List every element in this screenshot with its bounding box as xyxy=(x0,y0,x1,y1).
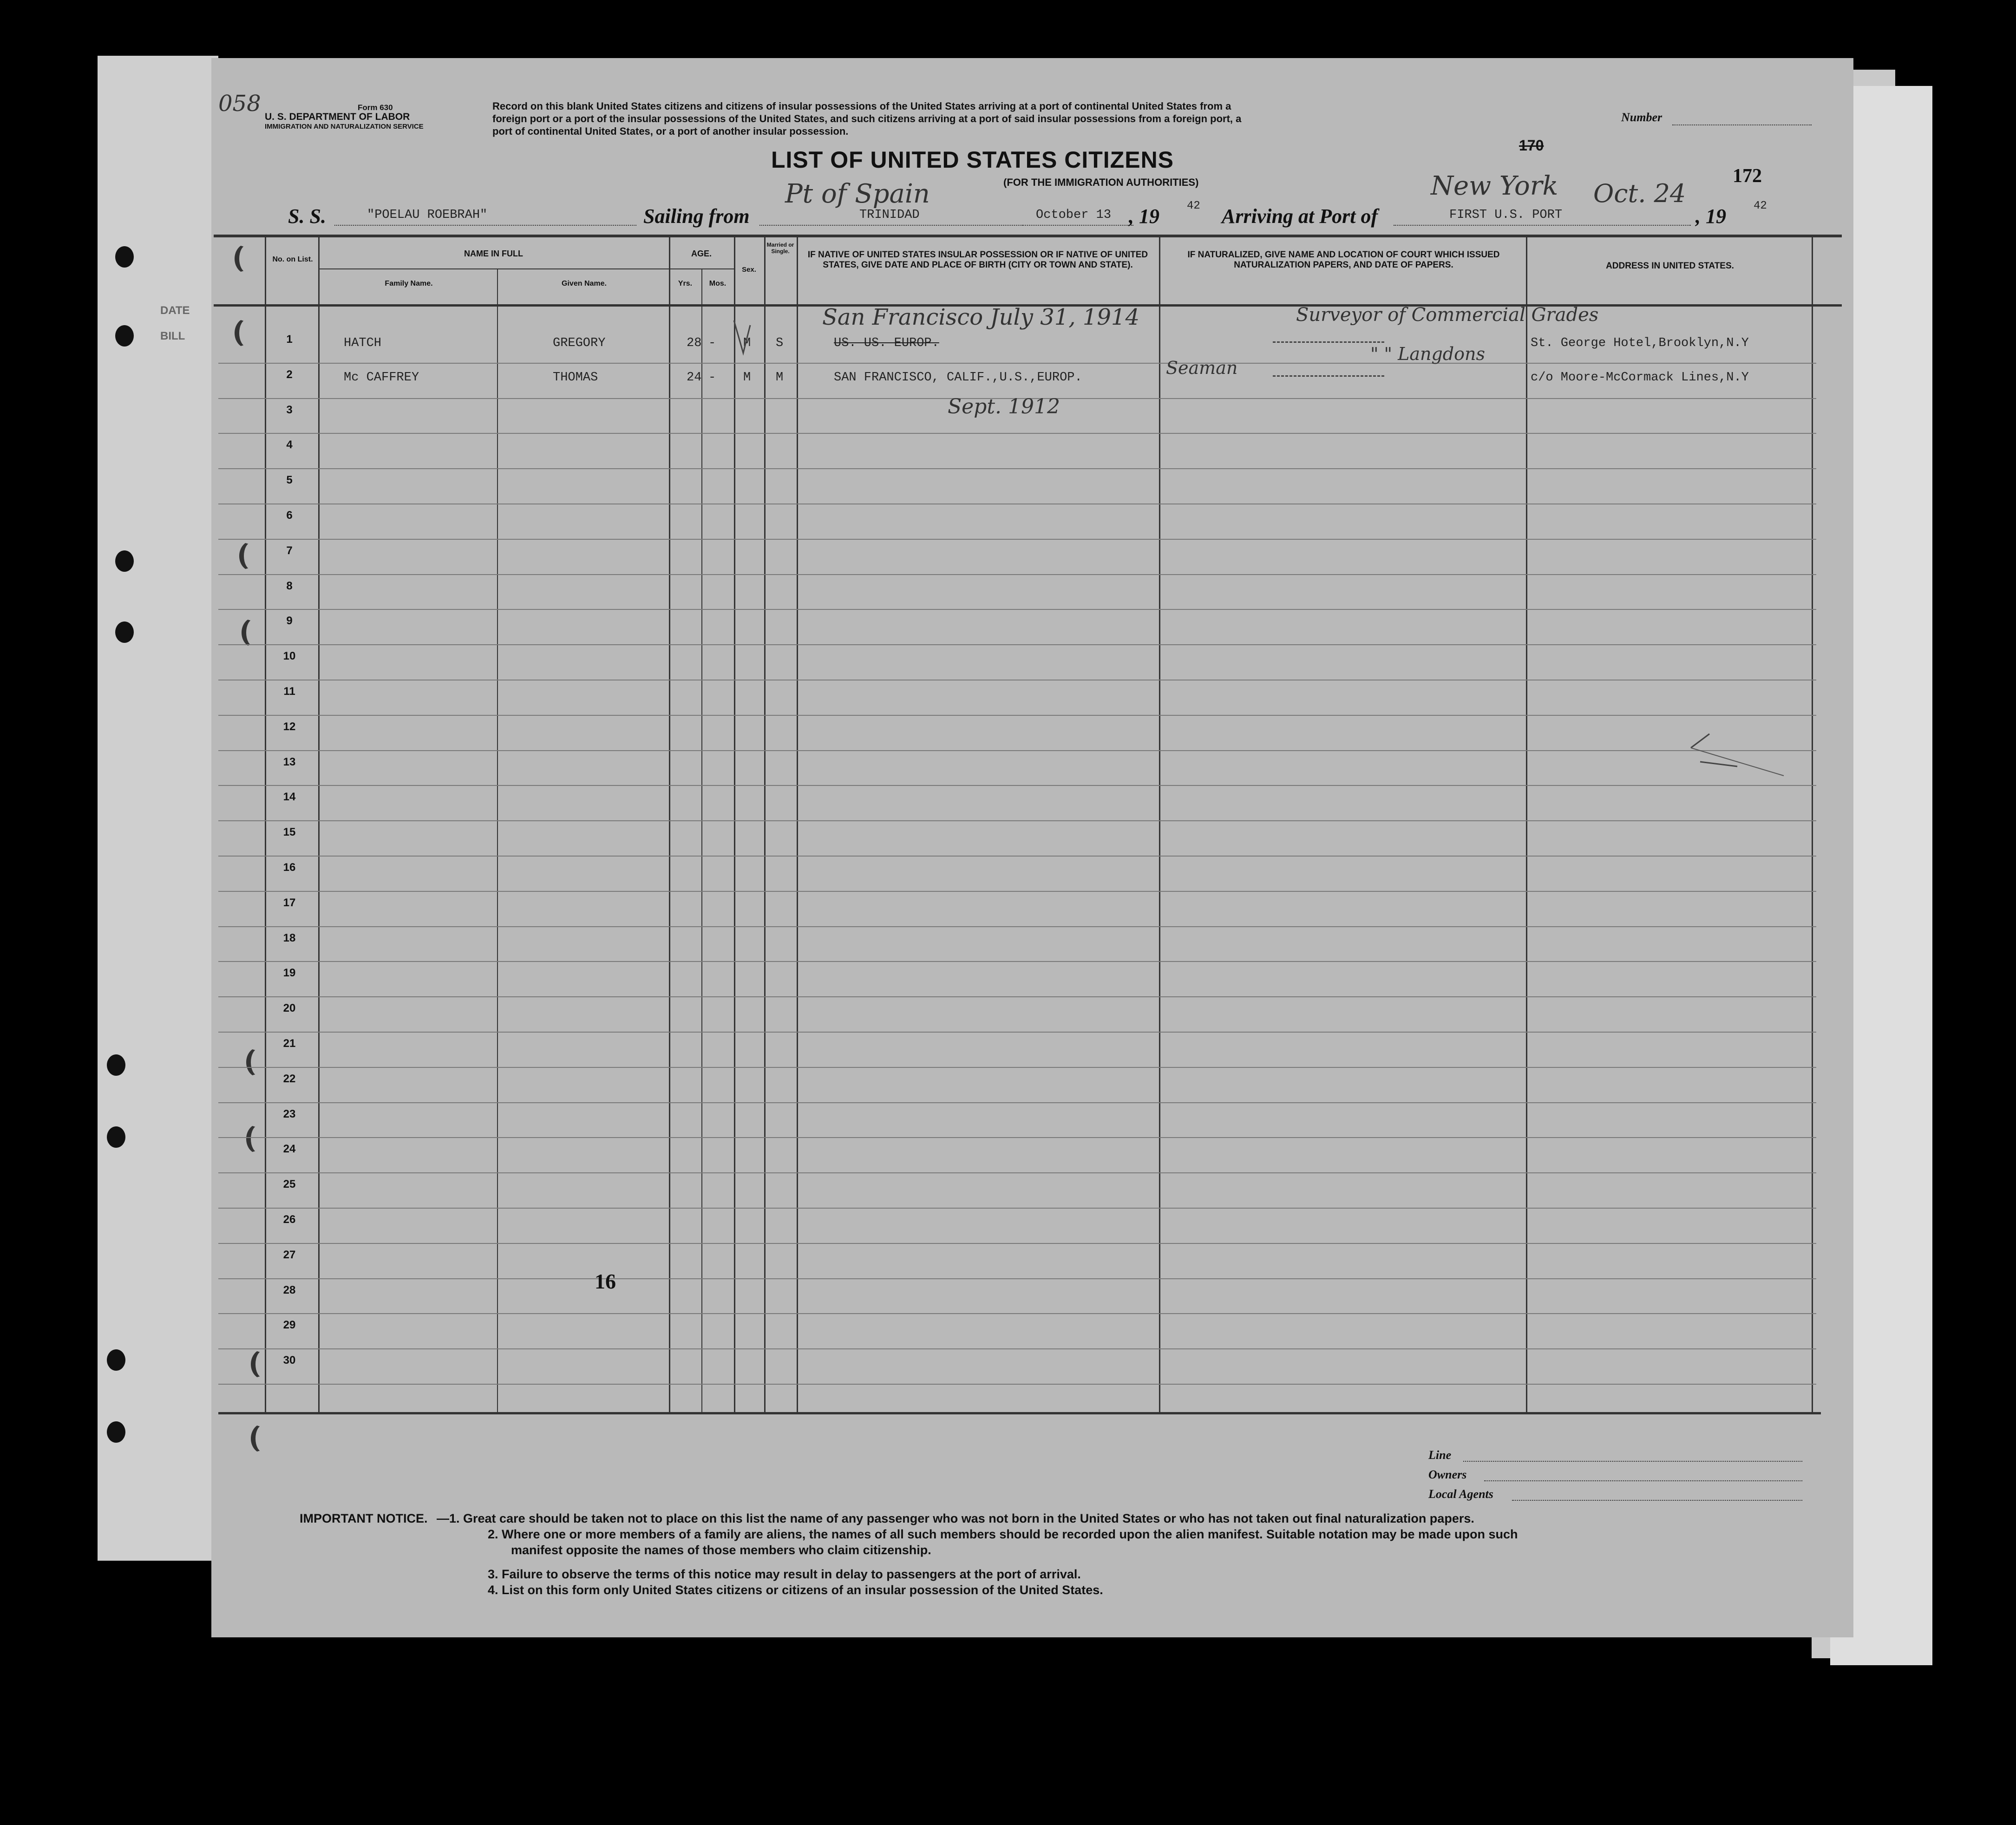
entry-1-native: US. US. EUROP. xyxy=(834,336,939,350)
entry-2-address: c/o Moore-McCormack Lines,N.Y xyxy=(1531,371,1749,385)
punch-hole xyxy=(115,621,134,643)
row-number: 30 xyxy=(283,1354,296,1367)
entry-1-given: GREGORY xyxy=(553,336,606,350)
department-name: U. S. DEPARTMENT OF LABOR xyxy=(265,111,410,122)
punch-hole xyxy=(107,1126,125,1148)
notice-2: 2. Where one or more members of a family are aliens, the names of all such members should be recorded upon the alien manifest. Suitable notation may be made upon such xyxy=(488,1527,1518,1541)
entry-1-native-handwritten: San Francisco July 31, 1914 xyxy=(822,304,1139,330)
agents-label: Local Agents xyxy=(1428,1487,1493,1501)
row-number: 11 xyxy=(283,685,295,698)
owners-label: Owners xyxy=(1428,1468,1467,1481)
entry-1-mos: - xyxy=(708,336,716,350)
entry-1-family: HATCH xyxy=(344,336,382,350)
row-line xyxy=(218,1313,1816,1314)
sailing-label: Sailing from xyxy=(643,205,750,228)
punch-mark xyxy=(239,541,263,571)
row-number: 18 xyxy=(283,931,296,944)
column-header-family: Family Name. xyxy=(385,280,433,288)
sailing-port: TRINIDAD xyxy=(859,208,920,222)
entry-1-married: S xyxy=(776,336,784,350)
row-number: 13 xyxy=(283,755,296,768)
arriving-line xyxy=(1394,225,1691,226)
row-number: 12 xyxy=(283,720,296,733)
row-line xyxy=(218,1243,1816,1244)
entry-2-native-handwritten: Sept. 1912 xyxy=(948,395,1060,419)
pencil-marks xyxy=(725,297,1839,1226)
column-header-age: AGE. xyxy=(691,249,712,258)
row-number: 26 xyxy=(283,1213,296,1226)
row-number: 1 xyxy=(286,333,293,346)
column-header-address: ADDRESS IN UNITED STATES. xyxy=(1606,261,1734,271)
row-number: 16 xyxy=(283,861,296,874)
column-header-sex: Sex. xyxy=(742,266,756,274)
name-subheader-line xyxy=(497,268,669,269)
row-line xyxy=(218,1348,1816,1349)
instruction-line: Record on this blank United States citizens and citizens of insular possessions of the United States arriving at a port of continental United States from a xyxy=(492,100,1231,112)
notice-1: —1. Great care should be taken not to place on this list the name of any passenger who was not born in the United States or who has not taken out final naturalization papers. xyxy=(437,1511,1474,1525)
row-number: 2 xyxy=(286,368,293,381)
punch-hole xyxy=(115,246,134,268)
row-number: 4 xyxy=(286,438,293,451)
service-name: IMMIGRATION AND NATURALIZATION SERVICE xyxy=(265,123,424,131)
punch-mark xyxy=(251,1349,275,1379)
punch-mark xyxy=(242,618,266,648)
owners-field xyxy=(1484,1480,1802,1481)
background-sheet-left xyxy=(98,56,218,1561)
column-header-mos: Mos. xyxy=(709,280,727,288)
column-header-native: IF NATIVE OF UNITED STATES INSULAR POSSESSION OR IF NATIVE OF UNITED STATES, GIVE DATE AND PLACE OF BIRTH (CITY OR TOWN AND STATE). xyxy=(807,250,1148,270)
row-number: 22 xyxy=(283,1072,296,1085)
entry-1-naturalized-handwritten: Surveyor of Commercial Grades xyxy=(1296,304,1599,326)
row-number: 7 xyxy=(286,544,293,557)
page-title: LIST OF UNITED STATES CITIZENS xyxy=(771,147,1174,173)
row-number: 27 xyxy=(283,1248,296,1261)
row-number: 23 xyxy=(283,1107,296,1120)
ship-name: "POELAU ROEBRAH" xyxy=(367,208,488,222)
age-subheader-line xyxy=(669,268,734,269)
row-number: 28 xyxy=(283,1283,296,1296)
page-subtitle: (FOR THE IMMIGRATION AUTHORITIES) xyxy=(1003,177,1199,188)
entry-2-given: THOMAS xyxy=(553,371,598,385)
struck-number: 170 xyxy=(1519,137,1544,154)
punch-mark xyxy=(235,318,259,348)
date-label: DATE xyxy=(160,304,190,317)
notice-label: IMPORTANT NOTICE. xyxy=(300,1511,428,1525)
arriving-handwritten: New York xyxy=(1431,171,1558,201)
arriving-date-handwritten: Oct. 24 xyxy=(1593,179,1686,208)
entry-2-sex: M xyxy=(743,371,751,385)
sailing-line xyxy=(759,225,1024,226)
row-number: 5 xyxy=(286,474,293,487)
punch-hole xyxy=(107,1054,125,1076)
ss-label: S. S. xyxy=(288,205,326,228)
column-header-name: NAME IN FULL xyxy=(464,249,523,258)
instruction-line: port of continental United States, or a port of another insular possession. xyxy=(492,125,849,137)
row-number: 14 xyxy=(283,791,296,804)
line-field xyxy=(1463,1461,1802,1462)
arrival-year-prefix: , 19 xyxy=(1695,205,1726,228)
row-number: 25 xyxy=(283,1178,296,1191)
row-number: 20 xyxy=(283,1002,296,1015)
row-number: 19 xyxy=(283,967,296,980)
arriving-label: Arriving at Port of xyxy=(1222,205,1378,228)
row-number: 6 xyxy=(286,509,293,522)
stamped-number: 16 xyxy=(595,1269,616,1293)
page-number: 172 xyxy=(1733,165,1762,187)
row-number: 17 xyxy=(283,896,296,909)
corner-mark: 058 xyxy=(218,91,261,117)
sailing-date: October 13 xyxy=(1036,208,1112,222)
family-subheader-line xyxy=(318,268,497,269)
entry-1-sex: M xyxy=(743,336,751,350)
punch-mark xyxy=(246,1124,270,1154)
row-number: 24 xyxy=(283,1143,296,1156)
entry-1-address: St. George Hotel,Brooklyn,N.Y xyxy=(1531,336,1749,350)
row-line xyxy=(218,1384,1816,1385)
arriving-year: 42 xyxy=(1754,200,1767,212)
col-divider xyxy=(265,237,266,1412)
number-line xyxy=(1672,124,1812,125)
col-divider xyxy=(701,269,702,1412)
agents-field xyxy=(1512,1500,1802,1501)
table-top-border xyxy=(214,235,1842,237)
row-line xyxy=(218,1278,1816,1279)
punch-hole xyxy=(107,1349,125,1371)
col-divider xyxy=(669,237,670,1412)
column-header-given: Given Name. xyxy=(562,280,607,288)
entry-2-native: SAN FRANCISCO, CALIF.,U.S.,EUROP. xyxy=(834,371,1082,385)
row-number: 10 xyxy=(283,650,296,663)
form-number: Form 630 xyxy=(358,103,393,112)
ship-line xyxy=(334,225,636,226)
row-number: 3 xyxy=(286,403,293,416)
notice-3: 3. Failure to observe the terms of this notice may result in delay to passengers at the port of arrival. xyxy=(488,1567,1081,1581)
instruction-line: foreign port or a port of the insular possessions of the United States, and such citizens arriving at a port of said insular possessions from a foreign port, a xyxy=(492,113,1242,124)
punch-hole xyxy=(115,325,134,347)
row-number: 29 xyxy=(283,1319,296,1332)
row-number: 15 xyxy=(283,826,296,839)
row-number: 21 xyxy=(283,1037,296,1050)
notice-4: 4. List on this form only United States citizens or citizens of an insular possession of the United States. xyxy=(488,1583,1103,1597)
instructions xyxy=(492,100,1607,137)
entry-2-yrs: 24 xyxy=(687,371,702,385)
entry-1-yrs: 28 xyxy=(687,336,702,350)
row-number: 9 xyxy=(286,615,293,628)
notice-2-cont: manifest opposite the names of those members who claim citizenship. xyxy=(511,1543,931,1557)
entry-2-naturalized-handwritten: Seaman xyxy=(1166,358,1238,378)
punch-mark xyxy=(246,1047,270,1077)
table-bottom-border xyxy=(218,1412,1821,1414)
col-divider xyxy=(497,269,498,1412)
column-header-yrs: Yrs. xyxy=(678,280,693,288)
punch-mark xyxy=(235,244,259,274)
entry-2-family: Mc CAFFREY xyxy=(344,371,419,385)
punch-hole xyxy=(115,550,134,572)
column-header-naturalized: IF NATURALIZED, GIVE NAME AND LOCATION OF COURT WHICH ISSUED NATURALIZATION PAPERS, AND DATE OF PAPERS. xyxy=(1187,250,1500,270)
entry-1-naturalized-handwritten-2: " " Langdons xyxy=(1370,344,1485,364)
col-divider xyxy=(318,237,320,1412)
line-label: Line xyxy=(1428,1448,1452,1462)
entry-2-mos: - xyxy=(708,371,716,385)
date-line xyxy=(1022,225,1133,226)
bill-label: BILL xyxy=(160,330,185,342)
punch-hole xyxy=(107,1421,125,1443)
row-number: 8 xyxy=(286,579,293,592)
punch-mark xyxy=(251,1424,275,1453)
column-header-no: No. on List. xyxy=(272,255,313,263)
column-header-married: Married or Single. xyxy=(766,242,794,255)
sailing-year: 42 xyxy=(1187,200,1200,212)
arriving-port: FIRST U.S. PORT xyxy=(1449,208,1563,222)
entry-2-married: M xyxy=(776,371,784,385)
sailing-handwritten: Pt of Spain xyxy=(785,179,930,209)
year-prefix: , 19 xyxy=(1129,205,1159,228)
number-label: Number xyxy=(1621,111,1663,124)
